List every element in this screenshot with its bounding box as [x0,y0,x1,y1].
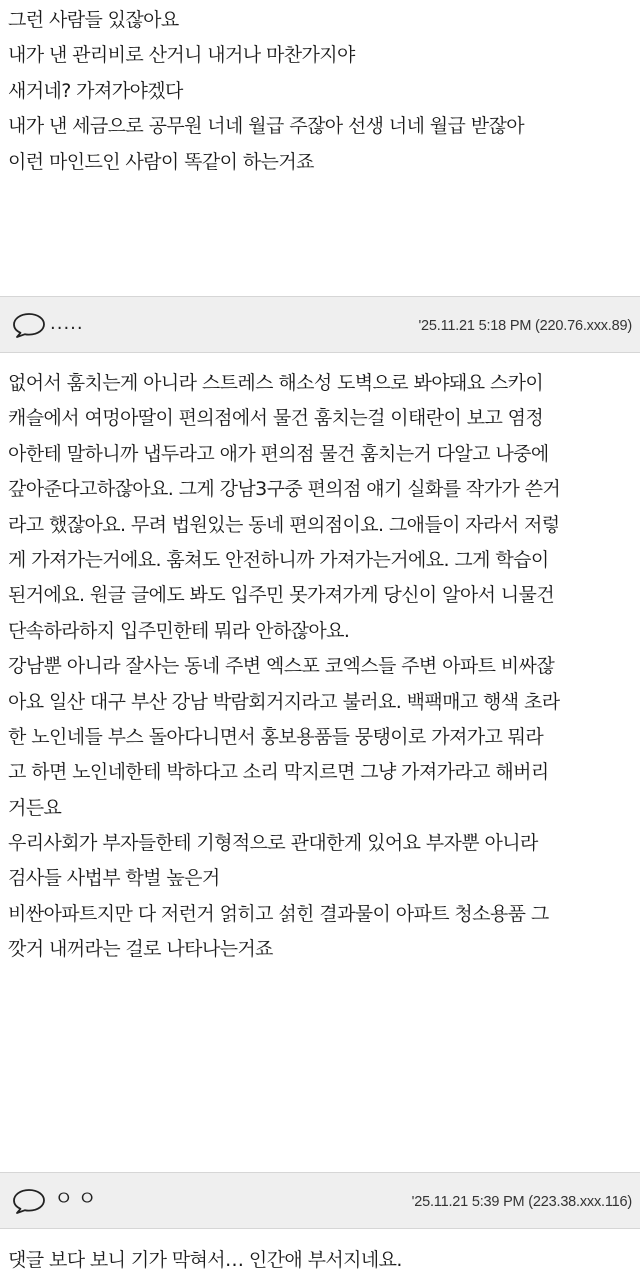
comment-body [0,366,640,968]
comment-text-line: 라고 했잖아요. 무려 법원있는 동네 편의점이요. 그애들이 자라서 저렇 [8,513,560,536]
comment-text-line: 검사들 사법부 학벌 높은거 [8,867,220,890]
comment-text-line: 우리사회가 부자들한테 기형적으로 관대한게 있어요 부자뿐 아니라 [8,832,538,855]
speech-bubble-icon [12,1187,46,1215]
previous-comment-body [0,3,640,180]
comment-text-line: 비싼아파트지만 다 저런거 얽히고 섥힌 결과물이 아파트 청소용품 그 [8,902,549,925]
comment-author[interactable]: ㅇㅇ [54,1186,101,1210]
comment-text-line: 거든요 [8,796,62,819]
comment-text-line: 내가 낸 관리비로 산거니 내거나 마찬가지야 [8,44,355,67]
comment-text-line: 캐슬에서 여멍아딸이 편의점에서 물건 훔치는걸 이태란이 보고 염정 [8,407,544,430]
comment-text-line: 내가 낸 세금으로 공무원 너네 월급 주잖아 선생 너네 월급 받잖아 [8,115,525,138]
comment-text-line: 고 하면 노인네한테 박하다고 소리 막지르면 그냥 가져가라고 해버리 [8,761,549,784]
comment-text-line: 새거네? 가져가야겠다 [8,79,183,102]
comment-text-line: 아한테 말하니까 냅두라고 애가 편의점 물건 훔치는거 다알고 나중에 [8,442,549,465]
speech-bubble-icon [12,311,46,339]
comment-author[interactable]: ..... [50,313,84,334]
comment-text-line: 강남뿐 아니라 잘사는 동네 주변 엑스포 코엑스들 주변 아파트 비싸잖 [8,655,555,678]
comment-header [0,296,640,353]
comment-text-line: 된거에요. 원글 글에도 봐도 입주민 못가져가게 당신이 알아서 니물건 [8,584,555,607]
comment-text-line: 깟거 내꺼라는 걸로 나타나는거죠 [8,938,273,961]
comment-text-line: 한 노인네들 부스 돌아다니면서 홍보용품들 뭉탱이로 가져가고 뭐라 [8,725,544,748]
comment-header [0,1172,640,1229]
comment-text-line: 댓글 보다 보니 기가 막혀서… 인간애 부서지네요. [8,1249,402,1271]
comment-text-line: 이런 마인드인 사람이 똑같이 하는거죠 [8,150,314,173]
comment-text-line: 게 가져가는거에요. 훔쳐도 안전하니까 가져가는거에요. 그게 학습이 [8,548,549,571]
comment-text-line: 없어서 훔치는게 아니라 스트레스 해소성 도벽으로 봐야돼요 스카이 [8,372,544,394]
comment-meta: '25.11.21 5:39 PM (223.38.xxx.116) [411,1194,632,1210]
comment-meta: '25.11.21 5:18 PM (220.76.xxx.89) [418,318,632,334]
comment-text-line: 그런 사람들 있잖아요 [8,9,179,31]
comment-body [0,1243,640,1278]
comment-text-line: 갚아준다고하잖아요. 그게 강남3구중 편의점 얘기 실화를 작가가 쓴거 [8,478,561,501]
comment-text-line: 아요 일산 대구 부산 강남 박람회거지라고 불러요. 백팩매고 행색 초라 [8,690,560,713]
comment-text-line: 단속하라하지 입주민한테 뭐라 안하잖아요. [8,619,350,642]
